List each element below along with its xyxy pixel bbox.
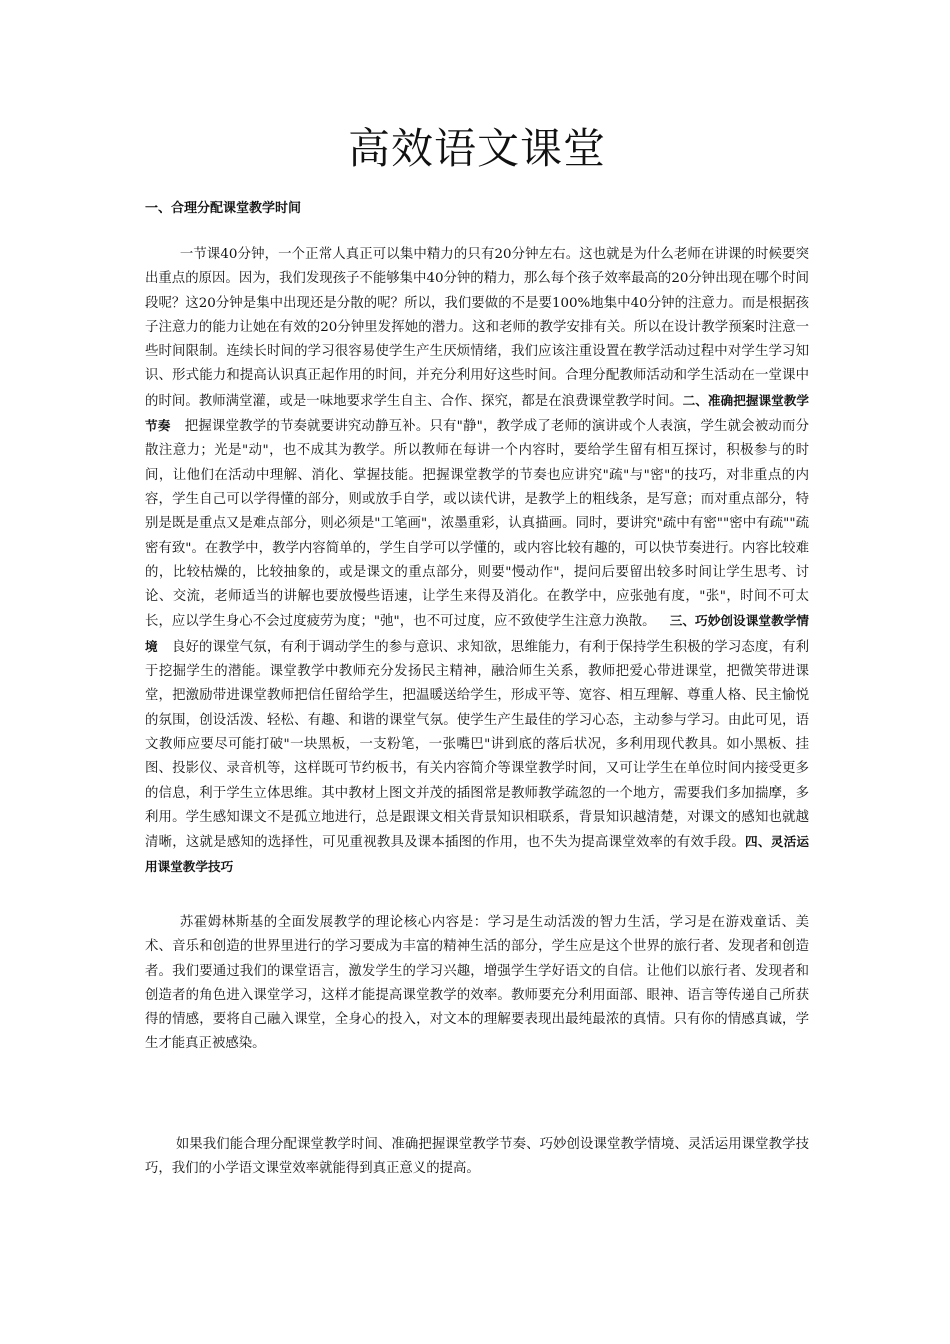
document-title: 高效语文课堂: [347, 124, 606, 173]
paragraph-1-text-c: 良好的课堂气氛，有利于调动学生的参与意识、求知欲，思维能力，有利于保持学生积极的学习态度，有利于挖掘学生的潜能。课堂教学中教师充分发扬民主精神，融洽师生关系，教师把爱心带进课堂，把微笑带进课堂，把激励带进课堂教师把信任留给学生，把温暖送给学生，形成平等、宽容、相互理解、尊重人格、民主愉悦的氛围，创设活泼、轻松、有趣、和谐的课堂气氛。使学生产生最佳的学习心态，主动参与学习。由此可见，语文教师应要尽可能打破"一块黑板，一支粉笔，一张嘴巴"讲到底的落后状况，多利用现代教具。如小黑板、挂图、投影仪、录音机等，这样既可节约板书，有关内容简介等课堂教学时间，又可让学生在单位时间内接受更多的信息，利于学生立体思维。其中教材上图文并茂的插图常是教师教学疏忽的一个地方，需要我们多加揣摩，多利用。学生感知课文不是孤立地进行，总是跟课文相关背景知识相联系，背景知识越清楚，对课文的感知也就越清晰，这就是感知的选择性，可见重视教具及课本插图的作用，也不失为提高课堂效率的有效手段。: [145, 639, 810, 851]
body-paragraph-2: 苏霍姆林斯基的全面发展教学的理论核心内容是：学习是生动活泼的智力生活，学习是在游戏童话、美术、音乐和创造的世界里进行的学习要成为丰富的精神生活的部分，学生应是这个世界的旅行者、发现者和创造者。我们要通过我们的课堂语言，激发学生的学习兴趣，增强学生学好语文的自信。让他们以旅行者、发现者和创造者的角色进入课堂学习，这样才能提高课堂教学的效率。教师要充分利用面部、眼神、语言等传递自己所获得的情感，要将自己融入课堂，全身心的投入，对文本的理解要表现出最纯最浓的真情。只有你的情感真诚，学生才能真正被感染。: [145, 915, 809, 1052]
body-paragraph-3: 如果我们能合理分配课堂教学时间、准确把握课堂教学节奏、巧妙创设课堂教学情境、灵活运用课堂教学技巧，我们的小学语文课堂效率就能得到真正意义的提高。: [145, 1137, 809, 1177]
section-heading-1: 一、合理分配课堂教学时间: [145, 201, 302, 216]
body-paragraph-1: [145, 243, 809, 881]
section-heading-4: 四、灵活运用课堂教学技巧: [145, 834, 810, 875]
section-heading-2: 二、准确把握课堂教学节奏: [145, 392, 810, 434]
section-heading-3: 三、巧妙创设课堂教学情境: [145, 613, 810, 654]
paragraph-1-text-b: 把握课堂教学的节奏就要讲究动静互补。只有"静"，教学成了老师的演讲或个人表演，学生就会被动而分散注意力；光是"动"，也不成其为教学。所以教师在每讲一个内容时，要给学生留有相互探讨，积极参与的时间，让他们在活动中理解、消化、掌握技能。把握课堂教学的节奏也应讲究"疏"与"密"的技巧，对非重点的内容，学生自己可以学得懂的部分，则或放手自学，或以读代讲，是教学上的粗线条，是写意；而对重点部分，特别是既是重点又是难点部分，则必须是"工笔画"，浓墨重彩，认真描画。同时，要讲究"疏中有密""密中有疏""疏密有致"。在教学中，教学内容简单的，学生自学可以学懂的，或内容比较有趣的，可以快节奏进行。内容比较难的，比较枯燥的，比较抽象的，或是课文的重点部分，则要"慢动作"，提问后要留出较多时间让学生思考、讨论、交流，老师适当的讲解也要放慢些语速，让学生来得及消化。在教学中，应张弛有度，"张"，时间不可太长，应以学生身心不会过度疲劳为度；"弛"，也不可过度，应不致使学生注意力涣散。: [145, 419, 809, 630]
paragraph-1-text-a: 一节课40分钟，一个正常人真正可以集中精力的只有20分钟左右。这也就是为什么老师在讲课的时候要突出重点的原因。因为，我们发现孩子不能够集中40分钟的精力，那么每个孩子效率最高的20分钟出现在哪个时间段呢？这20分钟是集中出现还是分散的呢？所以，我们要做的不是要100%地集中40分钟的注意力。而是根据孩子注意力的能力让她在有效的20分钟里发挥她的潜力。这和老师的教学安排有关。所以在设计教学预案时注意一些时间限制。连续长时间的学习很容易使学生产生厌烦情绪，我们应该注重设置在教学活动过程中对学生学习知识、形式能力和提高认识真正起作用的时间，并充分利用好这些时间。合理分配教师活动和学生活动在一堂课中的时间。教师满堂灌，或是一味地要求学生自主、合作、探究，都是在浪费课堂教学时间。: [145, 247, 809, 409]
